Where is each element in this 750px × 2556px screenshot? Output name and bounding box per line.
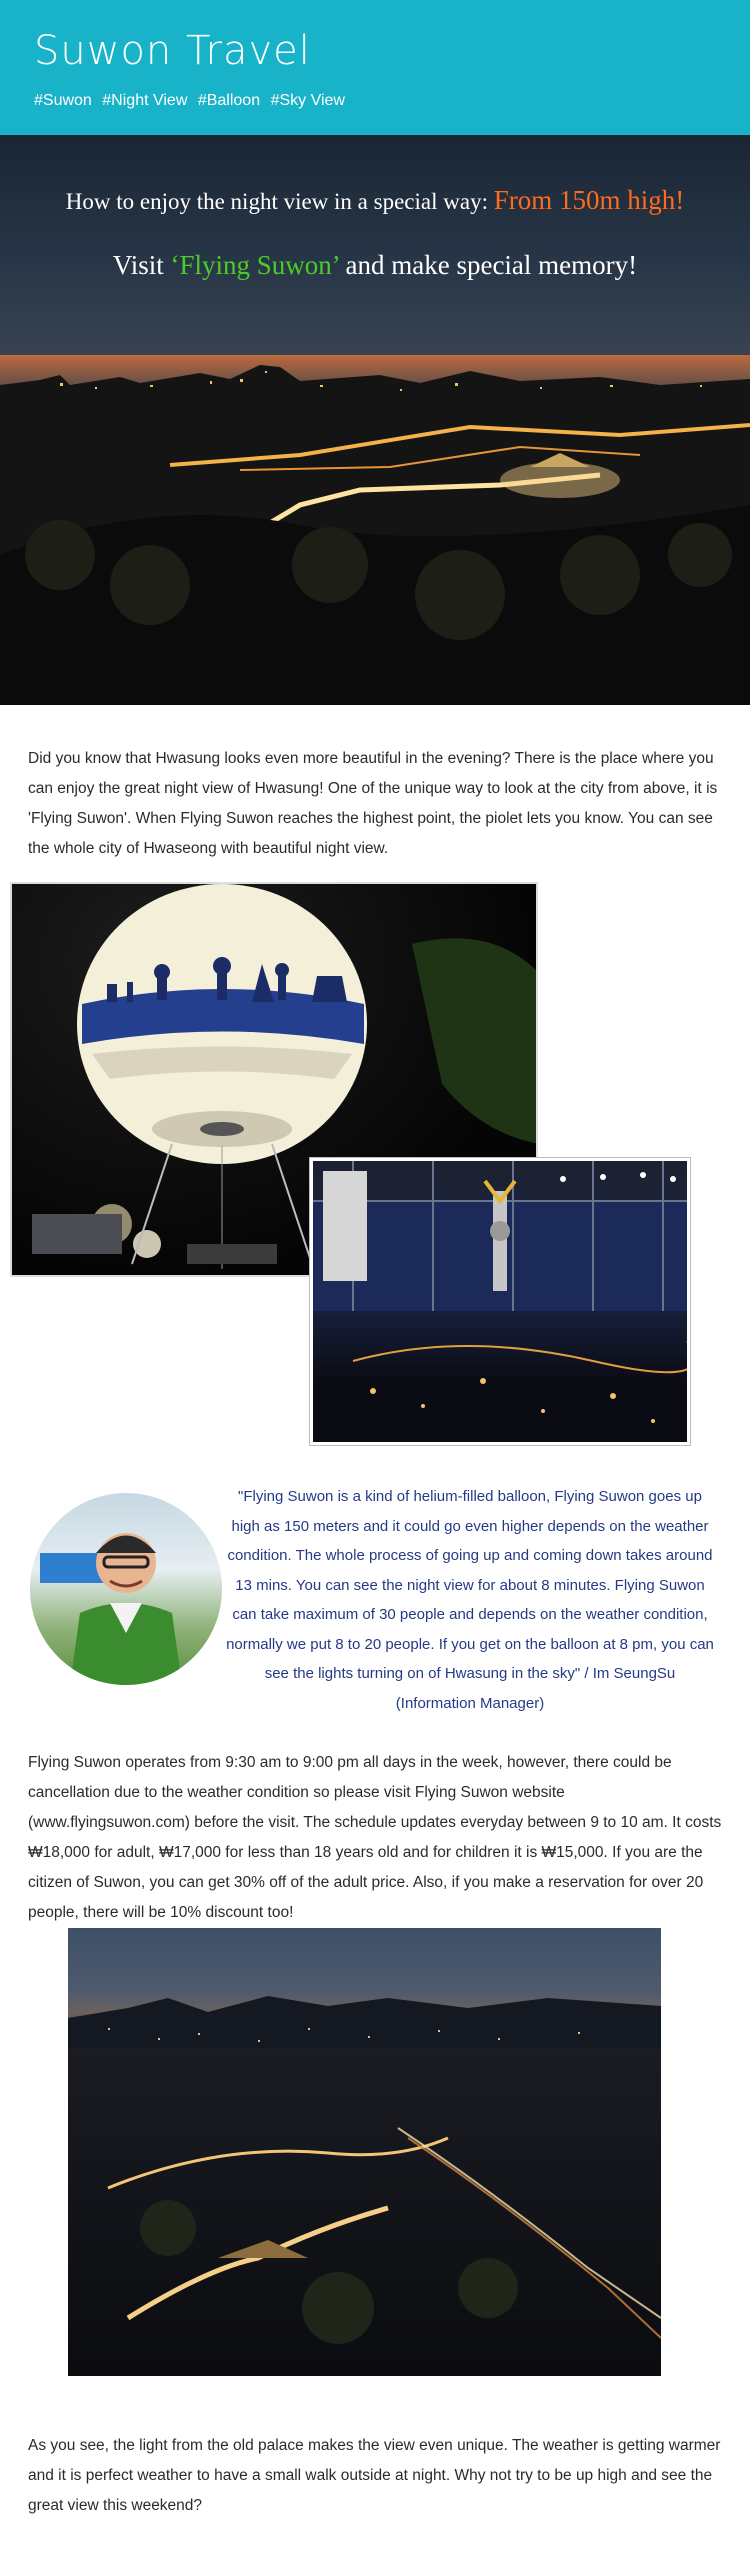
hero-headline: How to enjoy the night view in a special way: From 150m high! (65, 185, 685, 215)
hero-highlight-name: ‘Flying Suwon’ (170, 250, 339, 280)
hwaseong-night-illustration (68, 1928, 661, 2376)
closing-paragraph: As you see, the light from the old palace makes the view even unique. The weather is getting warmer and it is perfect weather to have a small walk outside at night. Why not try to be up high and see the great view this weekend? (28, 2437, 721, 2514)
hashtag[interactable]: #Balloon (197, 92, 261, 109)
hashtag[interactable]: #Sky View (270, 92, 345, 109)
hashtag[interactable]: #Night View (102, 92, 188, 109)
brand-title: Suwon Travel (34, 28, 311, 74)
page-header (0, 0, 750, 135)
hashtag[interactable]: #Suwon (34, 92, 92, 109)
hero-night-view-image (0, 135, 750, 705)
hero-subheadline: Visit ‘Flying Suwon’ and make special memory! (112, 250, 638, 280)
manager-quote: "Flying Suwon is a kind of helium-filled balloon, Flying Suwon goes up high as 150 meters and it could go even higher depends on the weather condition. The whole process of going up and coming down takes around 13 mins. You can see the night view for about 8 minutes. Flying Suwon can take maximum of 30 people and depends on the weather condition, normally we put 8 to 20 people. If you get on the balloon at 8 pm, you can see the lights turning on of Hwasung in the sky" / Im SeungSu (Information Manager) (226, 1488, 714, 1712)
operation-info-paragraph: Flying Suwon operates from 9:30 am to 9:00 pm all days in the week, however, there could be cancellation due to the weather condition so please visit Flying Suwon website (www.flyingsuwon.com) before the visit. The schedule updates everyday between 9 to 10 am. It costs ₩18,000 for adult, ₩17,000 for less than 18 years old and for children it is ₩15,000. If you are the citizen of Suwon, you can get 30% off of the adult price. Also, if you make a reservation for over 20 people, there will be 10% discount too! (28, 1754, 722, 1921)
intro-paragraph: Did you know that Hwasung looks even more beautiful in the evening? There is the place where you can enjoy the great night view of Hwasung! One of the unique way to look at the city from above, it is 'Flying Suwon'. When Flying Suwon reaches the highest point, the piolet lets you know. You can see the whole city of Hwaseong with beautiful night view. (28, 750, 718, 857)
person-illustration (30, 1493, 222, 1685)
city-skyline-illustration (0, 355, 750, 705)
avatar-manager-photo (30, 1493, 222, 1685)
hero-highlight-height: From 150m high! (493, 185, 685, 215)
city-night-photo (68, 1928, 661, 2376)
gondola-illustration (313, 1161, 687, 1442)
gondola-interior-photo (310, 1158, 690, 1445)
hashtag-list (34, 92, 351, 110)
